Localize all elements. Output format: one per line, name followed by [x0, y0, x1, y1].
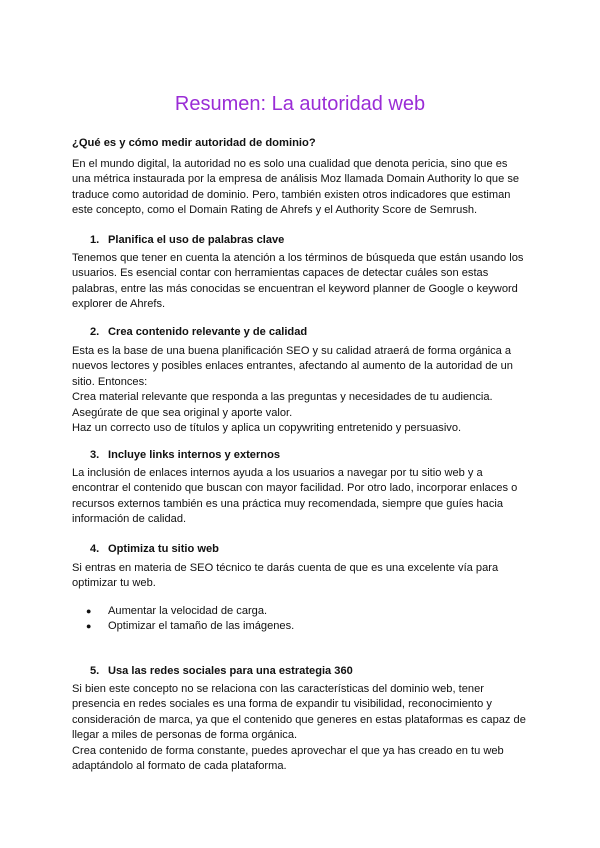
- document-title: Resumen: La autoridad web: [174, 93, 426, 115]
- section-4-bullet-list: [72, 604, 528, 635]
- intro-heading: ¿Qué es y cómo medir autoridad de dominio?: [72, 137, 316, 149]
- paragraph-line: Tenemos que tener en cuenta la atención a los términos de búsqueda que están usando los: [72, 252, 524, 264]
- section-4-heading: 4. Optimiza tu sitio web: [90, 543, 219, 555]
- paragraph-line: Crea contenido de forma constante, puedes aprovechar el que ya has creado en tu web: [72, 744, 504, 757]
- section-1-heading: 1. Planifica el uso de palabras clave: [90, 234, 285, 246]
- paragraph-line: nuevos lectores y posibles enlaces entrantes, afectando al aumento de la autoridad de un: [72, 360, 513, 373]
- paragraph-line: una métrica instaurada por la empresa de análisis Moz llamada Domain Authority lo que se: [72, 173, 520, 186]
- section-1-paragraph: [72, 251, 528, 313]
- intro-paragraph: [72, 157, 528, 219]
- paragraph-line: adaptándolo al formato de cada plataforma.: [72, 760, 287, 773]
- section-4-paragraph: [72, 561, 528, 592]
- paragraph-line: palabras, entre las más conocidas se encuentran el keyword planner de Google o keyword: [72, 282, 518, 295]
- paragraph-line: llegar a miles de personas de forma orgánica.: [72, 729, 298, 742]
- paragraph-line: información de calidad.: [72, 513, 187, 526]
- paragraph-line: traduce como autoridad de dominio. Pero, también existen otros indicadores que estiman: [72, 188, 511, 201]
- paragraph-line: En el mundo digital, la autoridad no es solo una cualidad que denota pericia, sino que es: [72, 158, 508, 170]
- paragraph-line: sitio. Entonces:: [72, 375, 148, 388]
- bullet-item: ● Aumentar la velocidad de carga.: [72, 604, 528, 619]
- paragraph-line: Esta es la base de una buena planificación SEO y su calidad atraerá de forma orgánica a: [72, 345, 512, 357]
- paragraph-line: Haz un correcto uso de títulos y aplica un copywriting entretenido y persuasivo.: [72, 422, 462, 435]
- section-2-heading: 2. Crea contenido relevante y de calidad: [90, 326, 308, 338]
- section-5-heading: 5. Usa las redes sociales para una estrategia 360: [90, 665, 353, 677]
- bullet-item: ● Optimizar el tamaño de las imágenes.: [72, 619, 528, 634]
- paragraph-line: recursos externos también es una práctica muy recomendada, siempre que guíes hacia: [72, 497, 504, 510]
- paragraph-line: Asegúrate de que sea original y aporte valor.: [72, 406, 293, 419]
- paragraph-line: optimizar tu web.: [72, 577, 156, 590]
- section-3-paragraph: [72, 466, 528, 528]
- paragraph-line: este concepto, como el Domain Rating de Ahrefs y el Authority Score de Semrush.: [72, 204, 478, 217]
- paragraph-line: usuarios. Es esencial contar con herramientas capaces de detectar cuáles son estas: [72, 267, 489, 280]
- paragraph-line: consideración de marca, ya que el contenido que generes en estas plataformas es capaz de: [72, 713, 526, 726]
- paragraph-line: presencia en redes sociales es una forma de expandir tu visibilidad, reconocimiento y: [72, 698, 492, 711]
- paragraph-line: Si bien este concepto no se relaciona con las características del dominio web, tener: [72, 683, 484, 695]
- paragraph-line: encontrar el contenido que buscan con mayor facilidad. Por otro lado, incorporar enlaces o: [72, 482, 518, 495]
- section-5-paragraph: [72, 682, 528, 774]
- paragraph-line: La inclusión de enlaces internos ayuda a los usuarios a navegar por tu sitio web y a: [72, 467, 483, 479]
- section-3-heading: 3. Incluye links internos y externos: [90, 449, 281, 461]
- section-2-paragraph: [72, 344, 528, 436]
- paragraph-line: explorer de Ahrefs.: [72, 298, 166, 311]
- paragraph-line: Si entras en materia de SEO técnico te darás cuenta de que es una excelente vía para: [72, 562, 499, 574]
- paragraph-line: Crea material relevante que responda a las preguntas y necesidades de tu audiencia.: [72, 391, 493, 404]
